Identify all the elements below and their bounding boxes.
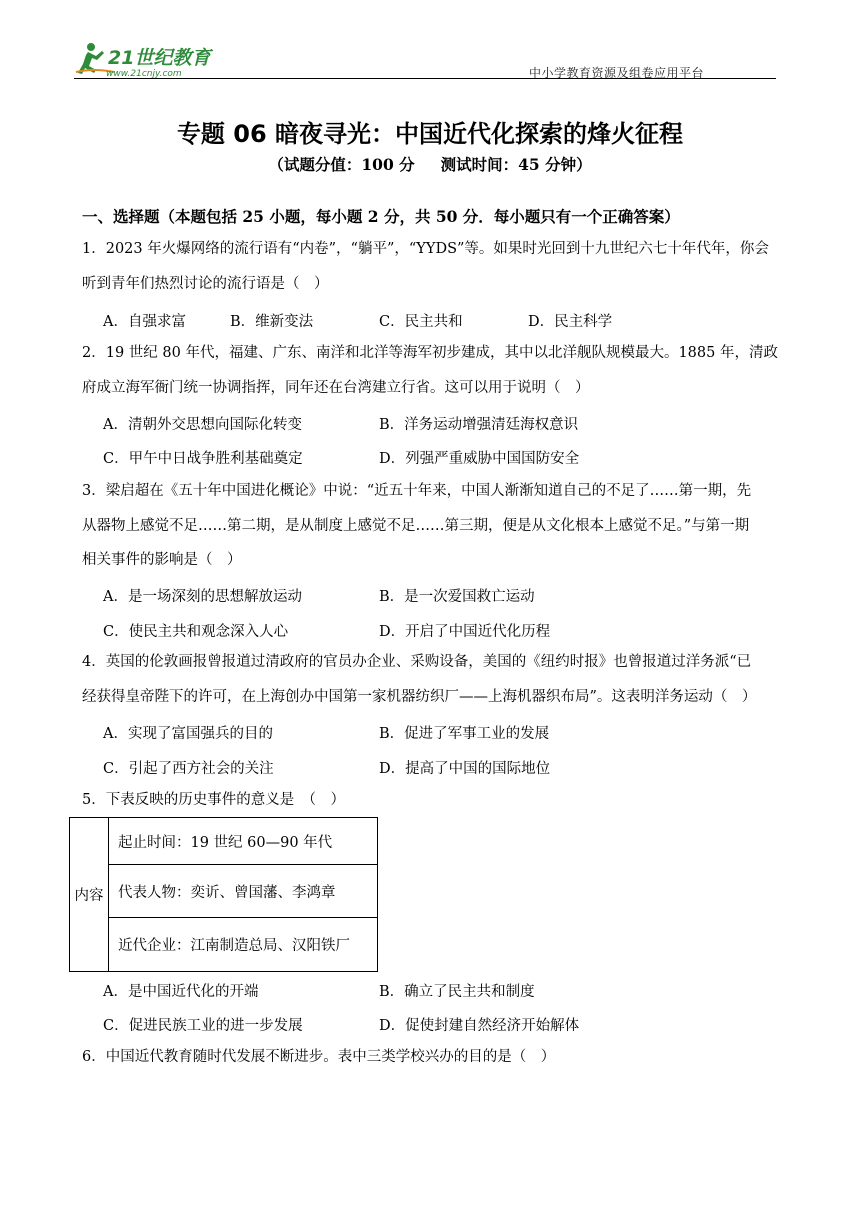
question-text-line: 6．中国近代教育随时代发展不断进步。表中三类学校兴办的目的是（ ） [82,1049,556,1065]
option-c[interactable]: C．引起了西方社会的关注 [103,761,274,777]
option-d[interactable]: D．促使封建自然经济开始解体 [379,1018,580,1034]
table-cell: 代表人物：奕䜣、曾国藩、李鸿章 [109,865,378,918]
runner-logo-icon [74,42,234,82]
question-5-table [69,817,378,972]
site-logo [74,42,234,82]
option-c[interactable]: C．甲午中日战争胜利基础奠定 [103,451,303,467]
option-c[interactable]: C．民主共和 [379,314,463,330]
question-5 [82,783,782,818]
time-info: 测试时间：45 分钟） [440,155,592,174]
option-a[interactable]: A．是一场深刻的思想解放运动 [103,589,302,605]
question-text-line: 府成立海军衙门统一协调指挥，同年还在台湾建立行省。这可以用于说明（ ） [82,379,590,396]
question-4 [82,645,782,714]
question-text-line: 经获得皇帝陛下的许可，在上海创办中国第一家机器纺织厂——上海机器织布局”。这表明洋务运动（ ） [82,688,757,705]
question-text-line: 3．梁启超在《五十年中国进化概论》中说：“近五十年来，中国人渐渐知道自己的不足了……第一期，先 [82,483,752,499]
option-a[interactable]: A．清朝外交思想向国际化转变 [103,417,302,433]
option-d[interactable]: D．开启了中国近代化历程 [379,624,551,640]
table-row-label: 内容 [70,818,109,972]
score-info: （试题分值：100 分 [268,155,415,174]
header-rule [74,78,776,79]
page-title: 专题 06 暗夜寻光：中国近代化探索的烽火征程 [176,120,684,148]
logo-text: 21世纪教育 [108,47,211,69]
table-cell: 起止时间：19 世纪 60—90 年代 [109,818,378,865]
option-b[interactable]: B．促进了军事工业的发展 [379,726,550,742]
option-d[interactable]: D．列强严重威胁中国国防安全 [379,451,580,467]
question-text-line: 1．2023 年火爆网络的流行语有“内卷”，“躺平”，“YYDS”等。如果时光回到十九世纪六七十年代年，你会 [82,241,769,257]
option-a[interactable]: A．自强求富 [103,314,186,330]
question-text-line: 5．下表反映的历史事件的意义是 （ ） [82,792,345,808]
platform-name: 中小学教育资源及组卷应用平台 [529,66,705,80]
option-b[interactable]: B．确立了民主共和制度 [379,984,535,1000]
option-b[interactable]: B．维新变法 [230,314,314,330]
question-text-line: 2．19 世纪 80 年代，福建、广东、南洋和北洋等海军初步建成，其中以北洋舰队规模最大。1885 年，清政 [82,345,778,361]
question-text-line: 从器物上感觉不足……第二期，是从制度上感觉不足……第三期，便是从文化根本上感觉不足。”与第一期 [82,517,750,534]
question-2 [82,336,782,405]
question-text-line: 相关事件的影响是（ ） [82,552,242,568]
option-c[interactable]: C．使民主共和观念深入人心 [103,624,289,640]
option-b[interactable]: B．是一次爱国救亡运动 [379,589,535,605]
section-heading: 一、选择题（本题包括 25 小题，每小题 2 分，共 50 分．每小题只有一个正确答案） [82,207,680,226]
option-c[interactable]: C．促进民族工业的进一步发展 [103,1018,303,1034]
exam-info [0,153,860,175]
question-1 [82,232,782,301]
question-3 [82,474,782,578]
logo-url: www.21cnjy.com [106,69,182,79]
option-d[interactable]: D．民主科学 [528,314,613,330]
option-d[interactable]: D．提高了中国的国际地位 [379,761,551,777]
table-cell: 近代企业：江南制造总局、汉阳铁厂 [109,918,378,972]
option-b[interactable]: B．洋务运动增强清廷海权意识 [379,417,579,433]
question-text-line: 听到青年们热烈讨论的流行语是（ ） [82,275,329,292]
question-6 [82,1040,782,1075]
option-a[interactable]: A．是中国近代化的开端 [103,984,259,1000]
option-a[interactable]: A．实现了富国强兵的目的 [103,726,273,742]
question-text-line: 4．英国的伦敦画报曾报道过清政府的官员办企业、采购设备，美国的《纽约时报》也曾报道过洋务派“已 [82,654,752,670]
